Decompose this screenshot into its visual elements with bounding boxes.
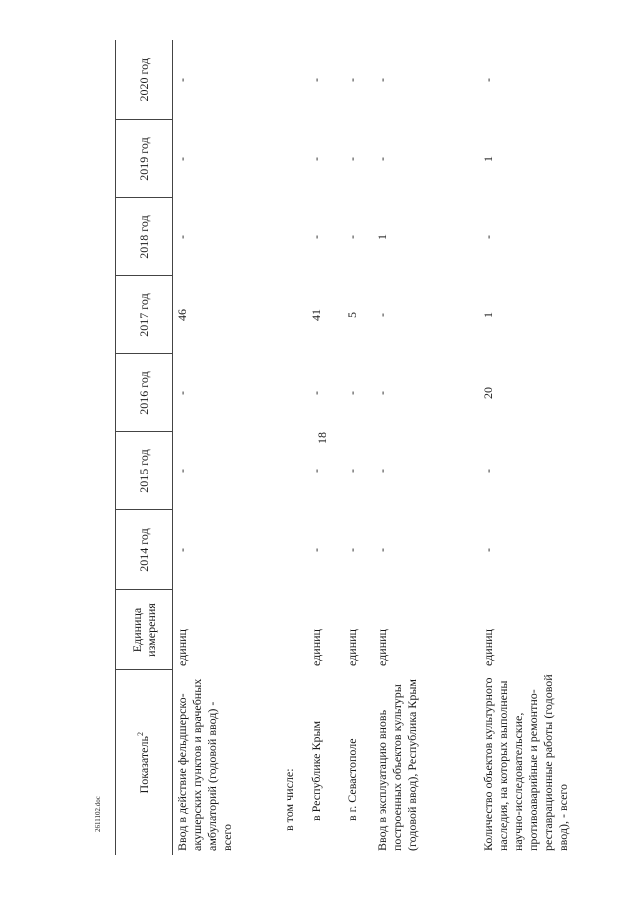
- cell-value: -: [309, 78, 323, 82]
- cell-value: -: [175, 469, 189, 473]
- cell-value: -: [345, 391, 359, 395]
- header-unit: Единица измерения: [116, 590, 173, 670]
- row-label: в Республике Крым: [309, 720, 323, 821]
- page-number: 18: [315, 432, 329, 444]
- cell-value: -: [309, 157, 323, 161]
- cell-value: 5: [345, 312, 359, 318]
- cell-value: 41: [309, 309, 323, 321]
- cell-value: [282, 276, 309, 354]
- cell-value: -: [309, 391, 323, 395]
- row-label: Ввод в действие фельдшерско-акушерских пунктов и врачебных амбулаторий (годовой ввод) - всего: [175, 678, 234, 851]
- footer-document-code: 2611102.doc: [94, 796, 102, 832]
- cell-value: -: [345, 469, 359, 473]
- header-year-2020: 2020 год: [116, 40, 173, 120]
- header-year-2019: 2019 год: [116, 120, 173, 198]
- cell-value: -: [375, 157, 389, 161]
- cell-value: 1: [481, 312, 495, 318]
- cell-value: -: [175, 548, 189, 552]
- cell-value: -: [345, 235, 359, 239]
- cell-value: [282, 198, 309, 276]
- cell-value: -: [309, 235, 323, 239]
- table-row: [345, 40, 375, 855]
- cell-value: -: [309, 469, 323, 473]
- row-unit: единиц: [175, 629, 189, 666]
- cell-value: 20: [481, 387, 495, 399]
- rotated-table-container: [115, 40, 615, 855]
- row-unit: единиц: [309, 629, 323, 666]
- cell-value: -: [345, 548, 359, 552]
- table-row: [481, 40, 619, 855]
- row-label: в г. Севастополе: [345, 738, 359, 821]
- header-year-2016: 2016 год: [116, 354, 173, 432]
- cell-value: -: [375, 391, 389, 395]
- cell-value: -: [345, 78, 359, 82]
- table-row: [282, 40, 309, 855]
- cell-value: -: [345, 157, 359, 161]
- header-year-2014: 2014 год: [116, 510, 173, 590]
- table-header-row: [116, 40, 173, 855]
- cell-value: -: [175, 235, 189, 239]
- cell-value: -: [175, 78, 189, 82]
- header-year-2017: 2017 год: [116, 276, 173, 354]
- indicators-table: [115, 40, 619, 855]
- row-label: Ввод в эксплуатацию вновь построенных объектов культуры (годовой ввод), Республика Крым: [375, 679, 419, 851]
- cell-value: -: [481, 235, 495, 239]
- cell-value: -: [375, 548, 389, 552]
- cell-value: [282, 432, 309, 510]
- row-unit: [282, 590, 309, 670]
- table-row: [173, 40, 283, 855]
- cell-value: -: [175, 391, 189, 395]
- row-unit: единиц: [481, 629, 495, 666]
- row-unit: единиц: [345, 629, 359, 666]
- row-label: Количество объектов культурного наследия, на которых выполнены научно-исследовательские, противоаварийные и ремонтно-реставрационные работы (годовой ввод), - всего: [481, 674, 570, 851]
- row-label: в том числе:: [282, 768, 296, 831]
- cell-value: -: [375, 469, 389, 473]
- header-indicator: Показатель$^2$: [116, 670, 173, 855]
- cell-value: -: [375, 78, 389, 82]
- cell-value: [282, 40, 309, 120]
- cell-value: 1: [375, 234, 389, 240]
- table-row: [375, 40, 481, 855]
- footnote-mark: 2: [136, 732, 145, 737]
- cell-value: -: [481, 548, 495, 552]
- cell-value: -: [375, 313, 389, 317]
- cell-value: -: [309, 548, 323, 552]
- cell-value: -: [175, 157, 189, 161]
- cell-value: -: [481, 78, 495, 82]
- table-row: [309, 40, 345, 855]
- cell-value: [282, 354, 309, 432]
- cell-value: [282, 510, 309, 590]
- cell-value: -: [481, 469, 495, 473]
- cell-value: 46: [175, 309, 189, 321]
- cell-value: [282, 120, 309, 198]
- header-year-2015: 2015 год: [116, 432, 173, 510]
- cell-value: 1: [481, 156, 495, 162]
- header-year-2018: 2018 год: [116, 198, 173, 276]
- row-unit: единиц: [375, 629, 389, 666]
